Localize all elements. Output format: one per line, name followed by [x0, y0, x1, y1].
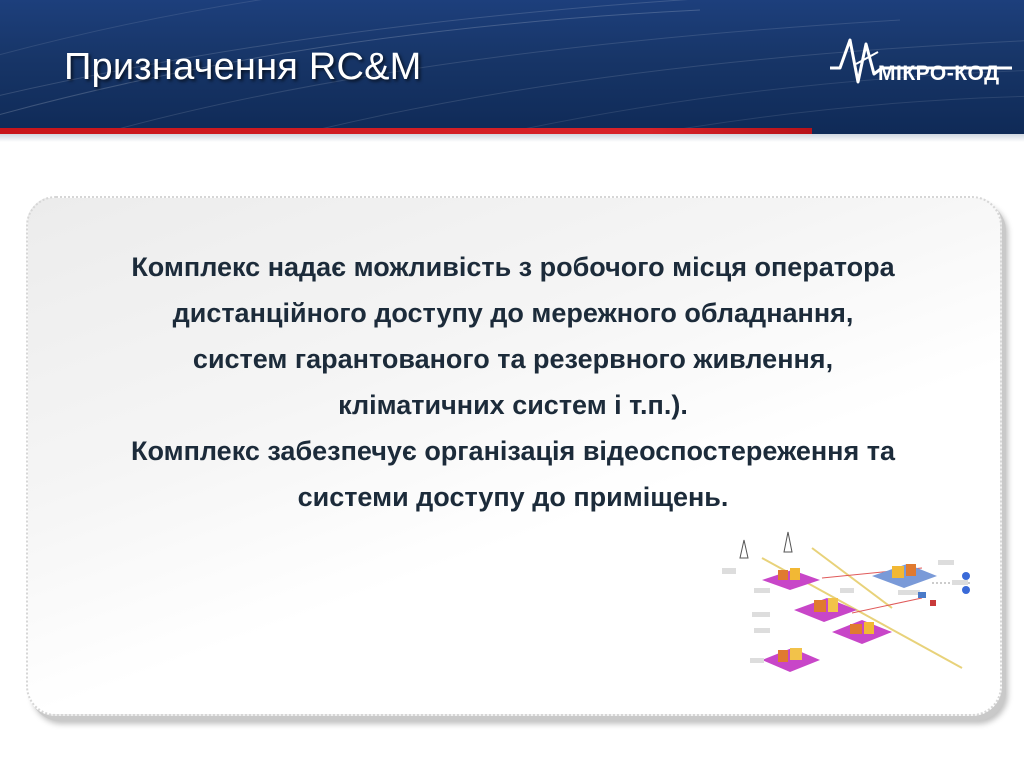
description-line: Комплекс надає можливість з робочого місця оператора: [131, 252, 895, 282]
description-line: системи доступу до приміщень.: [297, 482, 729, 512]
company-logo: [826, 34, 1016, 92]
network-diagram-illustration: [722, 528, 990, 676]
description-line: систем гарантованого та резервного живлення,: [192, 344, 834, 374]
description-line: Комплекс забезпечує організація відеоспостереження та: [130, 436, 895, 466]
description-line: кліматичних систем і т.п.).: [338, 390, 688, 420]
description-line: дистанційного доступу до мережного обладнання,: [172, 298, 854, 328]
description-text: [30, 244, 996, 520]
header-banner: [0, 0, 1024, 134]
page-title: Призначення RC&M: [64, 46, 422, 88]
header-divider: [0, 134, 1024, 142]
logo-text: МІКРО-КОД: [878, 62, 1000, 85]
